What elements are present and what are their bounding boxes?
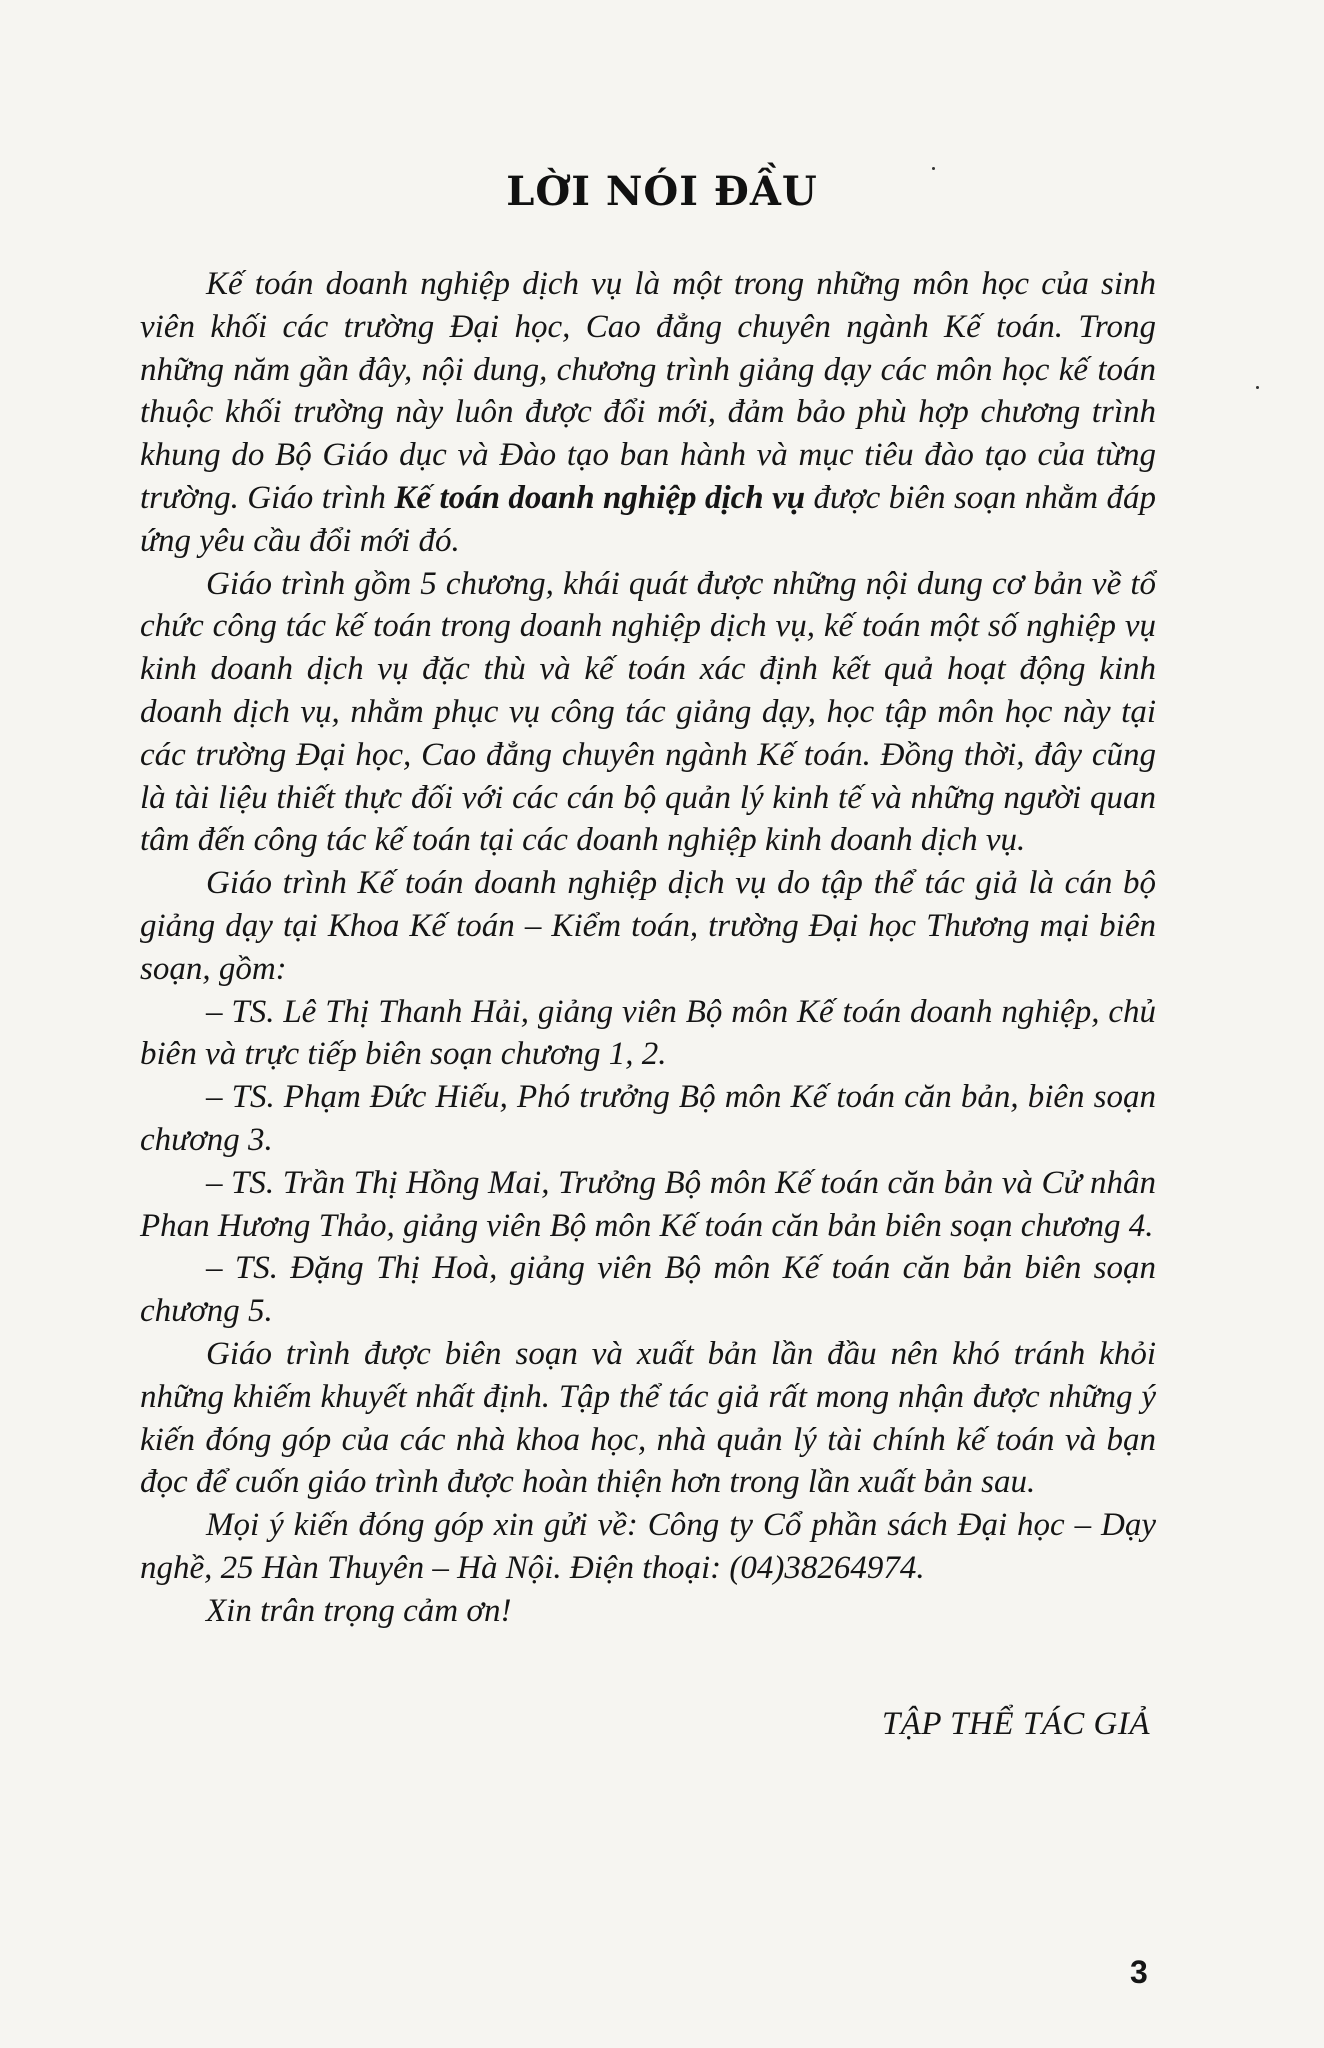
page-title: LỜI NÓI ĐẦU [506,168,818,215]
author-entry-text: – TS. Đặng Thị Hoà, giảng viên Bộ môn Kế toán căn bản biên soạn chương 5. [140,1250,1156,1330]
paragraph-authors-intro [140,862,1156,990]
author-entry [140,1076,1156,1162]
author-entry-text: – TS. Phạm Đức Hiếu, Phó trưởng Bộ môn Kế toán căn bản, biên soạn chương 3. [140,1079,1156,1158]
author-entry [140,1247,1156,1333]
author-signature: TẬP THỂ TÁC GIẢ [881,1706,1150,1742]
paragraph-intro-start: Kế toán doanh nghiệp dịch vụ là một trong những môn học của sinh viên khối các trường Đại học, Cao đẳng chuyên ngành Kế toán. Trong những năm gần đây, nội dung, chương trình giảng dạy các môn học kế toán thuộc khối trường này luôn được đổi mới, đảm bảo phù hợp chương trình khung do Bộ Giáo dục và Đào tạo ban hành và mục tiêu đào tạo của từng trường. Giáo trình [140,266,1156,516]
paragraph-thanks-text: Xin trân trọng cảm ơn! [206,1592,512,1629]
author-entry-text: – TS. Trần Thị Hồng Mai, Trưởng Bộ môn Kế toán căn bản và Cử nhân Phan Hương Thảo, giảng viên Bộ môn Kế toán căn bản biên soạn chương 4. [140,1164,1156,1244]
scan-speck [932,167,935,170]
page-number: 3 [1130,1954,1148,1990]
author-entry [140,1162,1156,1248]
paragraph-structure [140,563,1156,863]
paragraph-feedback [140,1333,1156,1504]
paragraph-intro [140,263,1156,563]
paragraph-authors-intro-text: Giáo trình Kế toán doanh nghiệp dịch vụ do tập thể tác giả là cán bộ giảng dạy tại Khoa Kế toán – Kiểm toán, trường Đại học Thương mại biên soạn, gồm: [140,865,1156,987]
paragraph-thanks [140,1590,1156,1633]
paragraph-feedback-text: Giáo trình được biên soạn và xuất bản lần đầu nên khó tránh khỏi những khiếm khuyết nhất định. Tập thể tác giả rất mong nhận được những ý kiến đóng góp của các nhà khoa học, nhà quản lý tài chính kế toán và bạn đọc để cuốn giáo trình được hoàn thiện hơn trong lần xuất bản sau. [140,1335,1156,1501]
paragraph-structure-text: Giáo trình gồm 5 chương, khái quát được những nội dung cơ bản về tổ chức công tác kế toán trong doanh nghiệp dịch vụ, kế toán một số nghiệp vụ kinh doanh dịch vụ đặc thù và kế toán xác định kết quả hoạt động kinh doanh dịch vụ, nhằm phục vụ công tác giảng dạy, học tập môn học này tại các trường Đại học, Cao đẳng chuyên ngành Kế toán. Đồng thời, đây cũng là tài liệu thiết thực đối với các cán bộ quản lý kinh tế và những người quan tâm đến công tác kế toán tại các doanh nghiệp kinh doanh dịch vụ. [140,565,1156,859]
book-title-emphasis: Kế toán doanh nghiệp dịch vụ [394,479,806,516]
author-entry-text: – TS. Lê Thị Thanh Hải, giảng viên Bộ môn Kế toán doanh nghiệp, chủ biên và trực tiếp biên soạn chương 1, 2. [140,993,1156,1073]
paragraph-intro-end: được biên soạn nhằm đáp ứng yêu cầu đổi mới đó. [140,479,1156,559]
paragraph-contact [140,1504,1156,1590]
preface-body [140,263,1156,1633]
scan-speck [1256,386,1259,389]
paragraph-contact-text: Mọi ý kiến đóng góp xin gửi về: Công ty Cổ phần sách Đại học – Dạy nghề, 25 Hàn Thuyên – Hà Nội. Điện thoại: (04)38264974. [140,1507,1156,1586]
author-entry [140,991,1156,1077]
